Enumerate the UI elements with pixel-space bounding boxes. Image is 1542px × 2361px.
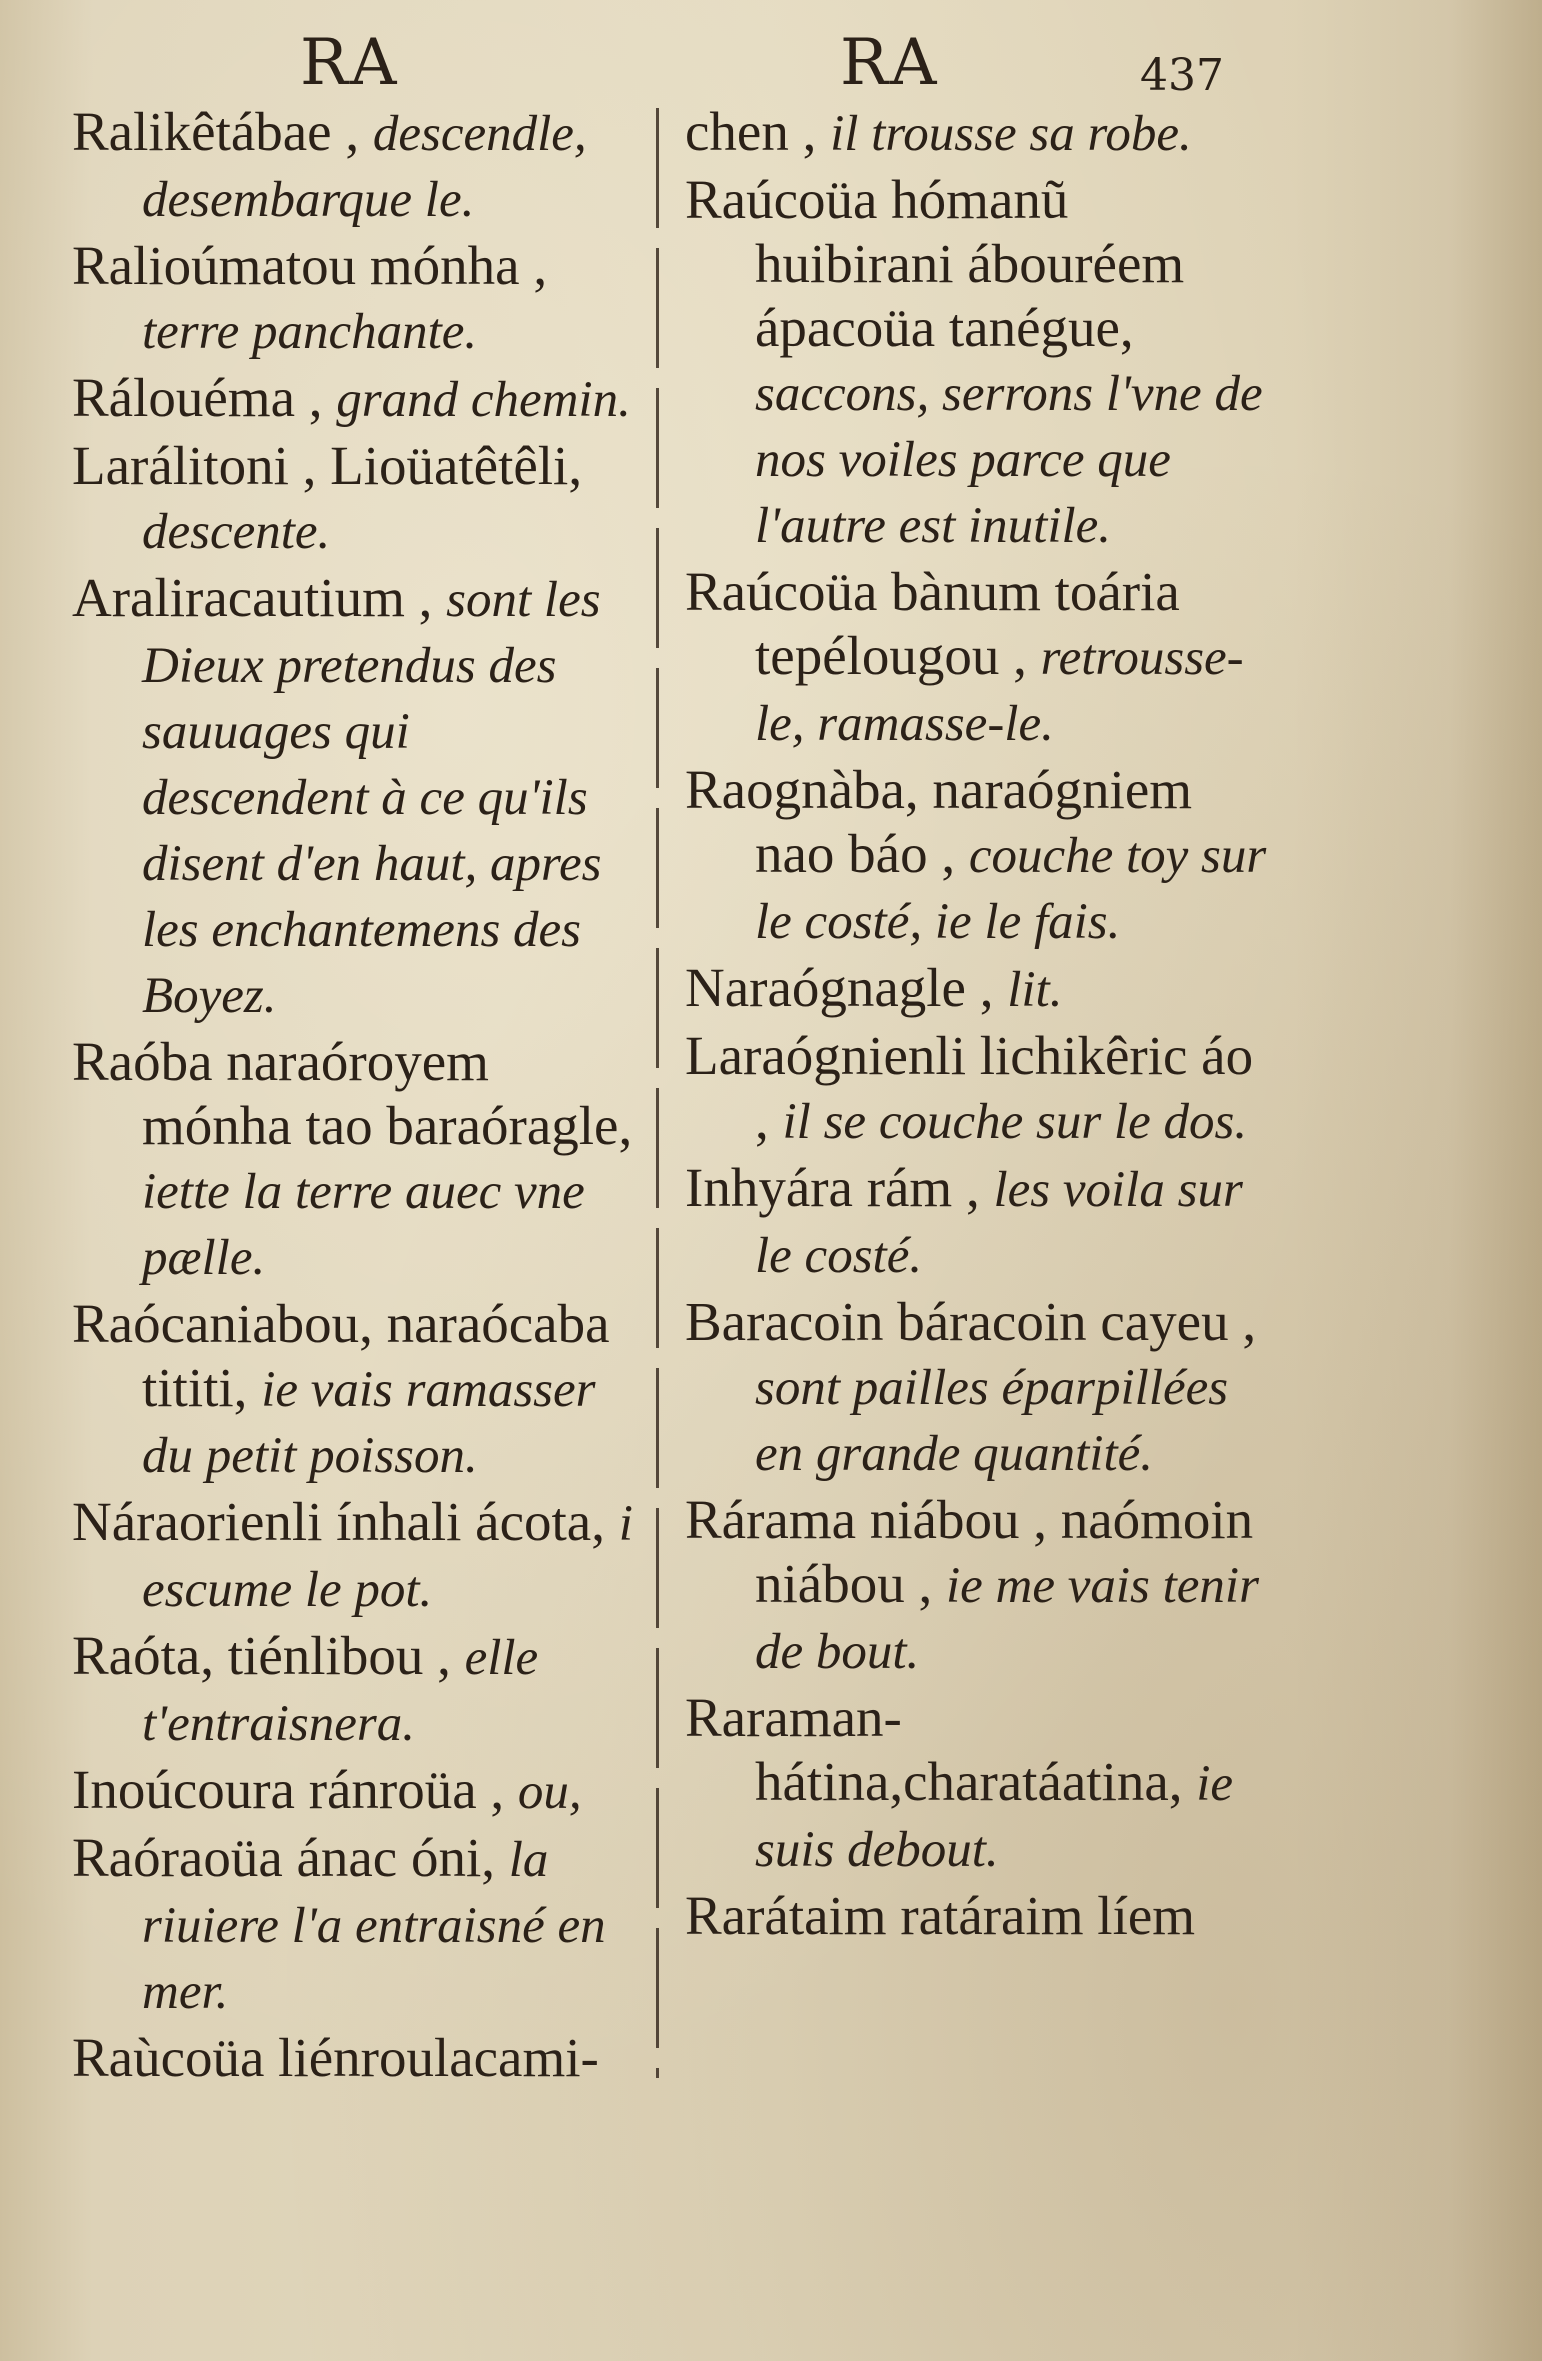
- gloss: ie suis debout.: [755, 1756, 1234, 1878]
- gloss: il se couche sur le dos.: [782, 1094, 1248, 1150]
- gloss: ie vais ramasser du petit poisson.: [142, 1362, 596, 1484]
- dictionary-entry: [72, 234, 647, 364]
- dictionary-entry: [72, 1758, 647, 1824]
- gloss: il trousse sa robe.: [830, 106, 1192, 162]
- headword: Inhyára rám ,: [685, 1157, 980, 1218]
- headword: Raóba naraóroyem mónha tao baraóragle,: [72, 1031, 633, 1156]
- headword: Larálitoni , Lioüatêtêli,: [72, 435, 583, 496]
- dictionary-entry: [72, 566, 647, 1028]
- headword: Laraógnienli lichikêric áo ,: [685, 1025, 1254, 1150]
- headword: Ralioúmatou mónha ,: [72, 235, 548, 296]
- gloss: grand chemin.: [336, 372, 631, 428]
- headword: Raóraoüa ánac óni,: [72, 1827, 496, 1888]
- headword: Raognàba, naraógniem nao báo ,: [685, 759, 1193, 884]
- page-header: [0, 18, 1542, 108]
- headword: Raúcoüa hómanũ huibirani ábouréem ápacoüa tanégue,: [685, 169, 1185, 358]
- gloss: les voila sur le costé.: [755, 1162, 1243, 1284]
- dictionary-entry: [72, 100, 647, 232]
- headword: Araliracautium ,: [72, 567, 433, 628]
- dictionary-entry: [685, 956, 1270, 1022]
- right-column: [685, 100, 1270, 2081]
- gloss: retrousse-le, ramasse-le.: [755, 630, 1244, 752]
- gloss: lit.: [1007, 962, 1063, 1018]
- page-number: 437: [1140, 50, 1224, 101]
- gloss: sont pailles éparpillées en grande quantité.: [755, 1360, 1229, 1482]
- gloss: saccons, serrons l'vne de nos voiles parce que l'autre est inutile.: [755, 366, 1263, 554]
- dictionary-entry: [685, 758, 1270, 954]
- dictionary-entry: [72, 1490, 647, 1622]
- gloss: ie me vais tenir de bout.: [755, 1558, 1259, 1680]
- dictionary-entry: [685, 100, 1270, 166]
- headword: Raóta, tiénlibou ,: [72, 1625, 451, 1686]
- gloss: terre panchante.: [142, 304, 478, 360]
- gloss: descente.: [142, 504, 331, 560]
- headword: Raùcoüa liénroulacami-: [72, 2027, 599, 2088]
- headword: Naraógnagle ,: [685, 957, 994, 1018]
- gloss: ou,: [517, 1764, 582, 1820]
- dictionary-entry: [72, 1826, 647, 2024]
- dictionary-entry: [72, 1292, 647, 1488]
- headword: Náraorienli ínhali ácota,: [72, 1491, 605, 1552]
- gloss: i escume le pot.: [142, 1496, 633, 1618]
- dictionary-entry: [685, 1156, 1270, 1288]
- column-divider: [656, 108, 659, 2078]
- headword: Raúcoüa bànum toária tepélougou ,: [685, 561, 1180, 686]
- running-head-left: RA: [300, 26, 399, 100]
- dictionary-entry: [72, 1624, 647, 1756]
- headword: chen ,: [685, 101, 817, 162]
- dictionary-entry: [685, 1290, 1270, 1486]
- dictionary-entry: [72, 366, 647, 432]
- gloss: la riuiere l'a entraisné en mer.: [142, 1832, 606, 2020]
- dictionary-entry: [685, 1884, 1270, 1950]
- dictionary-entry: [685, 560, 1270, 756]
- headword: Baracoin báracoin cayeu ,: [685, 1291, 1257, 1352]
- page-edge-shadow: [1292, 0, 1542, 2361]
- gloss: couche toy sur le costé, ie le fais.: [755, 828, 1267, 950]
- dictionary-entry: [685, 1686, 1270, 1882]
- headword: Inoúcoura ránroüa ,: [72, 1759, 505, 1820]
- running-head-right: RA: [840, 26, 939, 100]
- gloss: elle t'entraisnera.: [142, 1630, 539, 1752]
- dictionary-entry: [685, 168, 1270, 558]
- headword: Raraman-hátina,charatáatina,: [685, 1687, 1183, 1812]
- headword: Rálouéma ,: [72, 367, 323, 428]
- dictionary-entry: [72, 1030, 647, 1290]
- dictionary-entry: [685, 1488, 1270, 1684]
- headword: Rárama niábou , naómoin niábou ,: [685, 1489, 1254, 1614]
- dictionary-entry: [72, 2026, 647, 2092]
- dictionary-entry: [72, 434, 647, 564]
- gloss: descendle, desembarque le.: [142, 106, 587, 228]
- headword: Raócaniabou, naraócaba tititi,: [72, 1293, 610, 1418]
- headword: Ralikêtábae ,: [72, 101, 360, 162]
- dictionary-entry: [685, 1024, 1270, 1154]
- headword: Rarátaim ratáraim líem: [685, 1885, 1196, 1946]
- left-column: [72, 100, 647, 2088]
- gloss: sont les Dieux pretendus des sauuages qui descendent à ce qu'ils disent d'en haut, apres les enchantemens des Boyez.: [142, 572, 602, 1024]
- gloss: iette la terre auec vne pælle.: [142, 1164, 585, 1286]
